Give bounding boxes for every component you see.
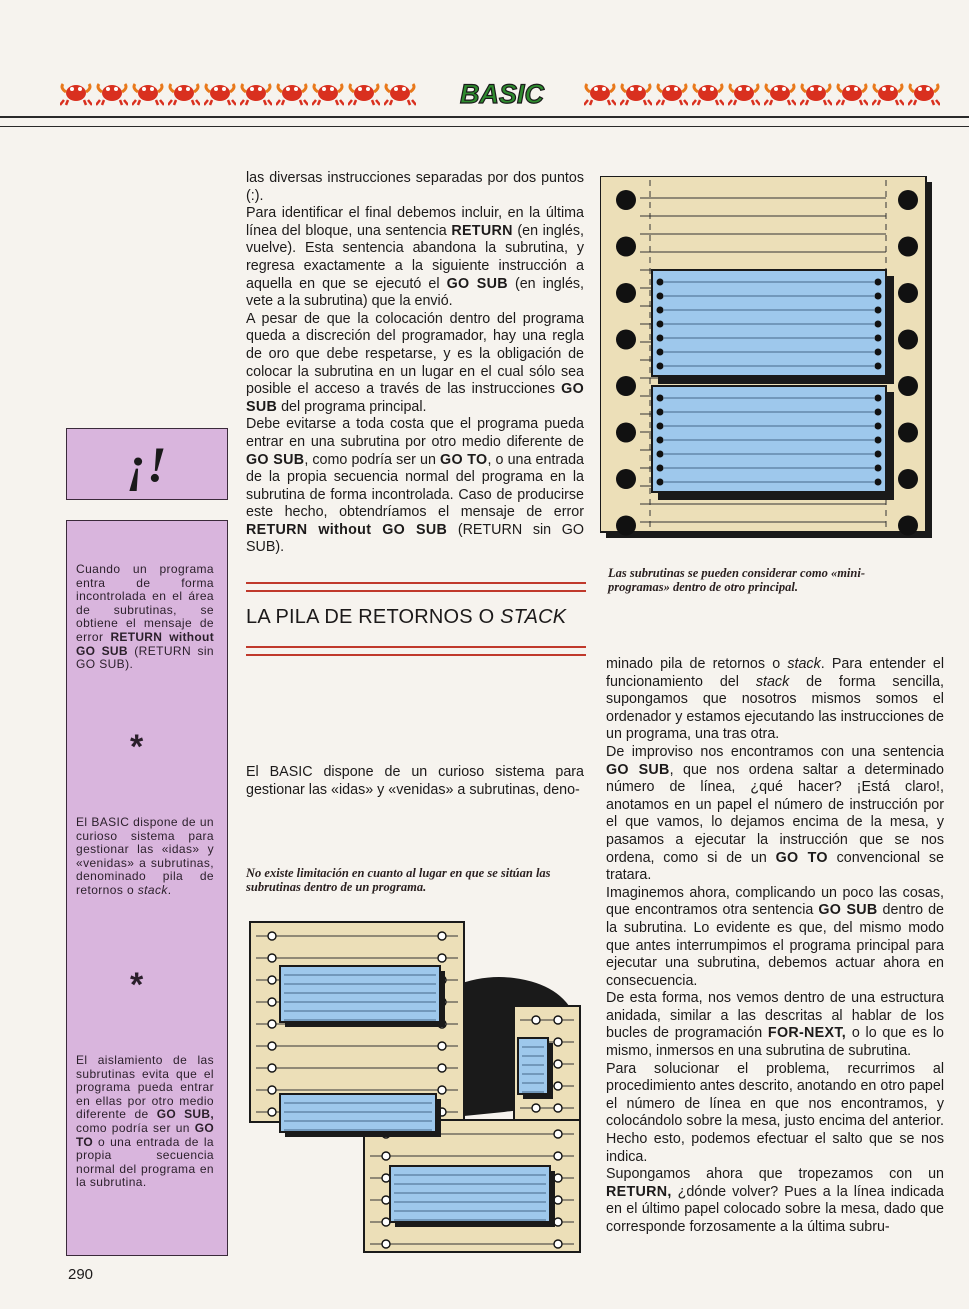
sprocket-hole <box>898 516 918 536</box>
crab-icon <box>692 78 724 106</box>
paragraph: Supongamos ahora que tropezamos con un RETURN, ¿dónde volver? Pues a la línea indicada en el último papel colocado sobre la mesa, dado que corresponde forzosamente a la última subru- <box>606 1166 944 1235</box>
sprocket-hole <box>616 423 636 443</box>
section-rule-bottom <box>246 646 586 656</box>
caption-right: Las subrutinas se pueden considerar como «mini-programas» dentro de otro principal. <box>608 566 865 594</box>
crab-icon <box>728 78 760 106</box>
crab-icon <box>204 78 236 106</box>
crab-icon <box>800 78 832 106</box>
paragraph: De esta forma, nos vemos dentro de una estructura anidada, similar a las descritas al hablar de los bucles de programación FOR-NEXT, o lo que es lo mismo, inmersos en una subrutina de subrutina. <box>606 990 944 1060</box>
sidebar-star-1: * <box>130 728 144 766</box>
header-rule-bottom <box>0 126 969 127</box>
crab-icon <box>312 78 344 106</box>
crab-icon <box>168 78 200 106</box>
sidebar-alert-box <box>66 428 228 500</box>
sprocket-hole <box>898 330 918 350</box>
paragraph: El BASIC dispone de un curioso sistema para gestionar las «idas» y «venidas» a subrutinas, deno- <box>246 764 584 798</box>
crab-icon <box>656 78 688 106</box>
sprocket-hole <box>898 376 918 396</box>
crab-icon <box>240 78 272 106</box>
crab-icon <box>348 78 380 106</box>
paragraph: A pesar de que la colocación dentro del programa queda a discreción del programador, hay una regla de oro que debe respetarse, y es la obligación de colocar la subrutina en un lugar en el cual sólo sea posible el acceso a través de las instrucciones GO SUB del programa principal. <box>246 310 584 415</box>
paragraph: las diversas instrucciones separadas por dos puntos (:). <box>246 170 584 204</box>
section-title: LA PILA DE RETORNOS O STACK <box>246 606 567 628</box>
subroutine-paper-illustration <box>600 176 934 540</box>
paragraph: minado pila de retornos o stack. Para entender el funcionamiento del stack de forma sencilla, supongamos que nosotros mismos somos el ordenador y estamos ejecutando las instrucciones de un programa, una tras otra. <box>606 656 944 743</box>
sprocket-hole <box>898 237 918 257</box>
left-column-lower <box>246 764 584 799</box>
sprocket-hole <box>898 423 918 443</box>
sidebar-note-1: Cuando un programa entra de forma incontrolada en el área de subrutinas, se obtiene el mensaje de error RETURN without GO SUB (RETURN sin GO SUB). <box>76 562 214 672</box>
sprocket-hole <box>616 330 636 350</box>
sprocket-hole <box>616 376 636 396</box>
sprocket-hole <box>616 469 636 489</box>
sidebar-exclaim: ¡! <box>127 436 167 492</box>
sprocket-hole <box>898 190 918 210</box>
sprocket-hole <box>898 283 918 303</box>
crab-icon <box>60 78 92 106</box>
sprocket-hole <box>616 190 636 210</box>
sprocket-hole <box>898 469 918 489</box>
crab-icon <box>132 78 164 106</box>
crab-icon <box>276 78 308 106</box>
sidebar-star-2: * <box>130 966 144 1004</box>
sidebar-note-2: El BASIC dispone de un curioso sistema para gestionar las «idas» y «venidas» a subrutinas, denominado pila de retornos o stack. <box>76 815 214 897</box>
paragraph: Imaginemos ahora, complicando un poco las cosas, que encontramos otra sentencia GO SUB dentro de la subrutina. Lo evidente es que, del mismo modo que antes interrumpimos el programa principal para ejecutar una subrutina, debemos actuar ahora en consecuencia. <box>606 884 944 989</box>
crab-decoration-left <box>60 78 416 110</box>
right-column-text <box>606 656 944 1237</box>
crab-icon <box>620 78 652 106</box>
crab-icon <box>764 78 796 106</box>
paragraph: Debe evitarse a toda costa que el programa pueda entrar en una subrutina por otro medio diferente de GO SUB, como podría ser un GO TO, o una entrada de la propia secuencia normal del programa en la subrutina de forma incontrolada. Caso de producirse este hecho, obtendríamos el mensaje de error RETURN without GO SUB (RETURN sin GO SUB). <box>246 416 585 556</box>
sprocket-hole <box>616 237 636 257</box>
header-rule-top <box>0 116 969 118</box>
crab-icon <box>384 78 416 106</box>
nested-subroutine-illustration <box>244 916 584 1256</box>
sidebar-note-3: El aislamiento de las subrutinas evita que el programa pueda entrar en ellas por otro medio diferente de GO SUB, como podría ser un GO TO o una entrada de la propia secuencia normal del programa en la subrutina. <box>76 1053 214 1190</box>
page-number: 290 <box>68 1266 94 1283</box>
section-rule-top <box>246 582 586 592</box>
sprocket-hole <box>616 283 636 303</box>
crab-icon <box>584 78 616 106</box>
left-column-text <box>246 170 584 557</box>
paragraph: De improviso nos encontramos con una sentencia GO SUB, que nos ordena saltar a determinado número de línea, ¿qué hacer? ¡Está claro!, anotamos en un papel el número de instrucción por el que vamos, lo dejamos encima de la mesa, y pasamos a ejecutar la instrucción que se nos ordena, como si de un GO TO convencional se tratara. <box>606 743 944 884</box>
crab-icon <box>908 78 940 106</box>
crab-icon <box>872 78 904 106</box>
crab-icon <box>836 78 868 106</box>
paragraph: Para solucionar el problema, recurrimos al procedimiento antes descrito, anotando en otro papel el número de línea en que nos encontramos, y colocándolo sobre la mesa, justo encima del anterior. Hecho esto, podemos efectuar el salto que se nos indica. <box>606 1060 944 1165</box>
sprocket-hole <box>616 516 636 536</box>
caption-left: No existe limitación en cuanto al lugar en que se sitúan las subrutinas dentro de un programa. <box>246 866 551 894</box>
paragraph: Para identificar el final debemos incluir, en la última línea del bloque, una sentencia RETURN (en inglés, vuelve). Esta sentencia abandona la subrutina, y regresa exactamente a la siguiente instrucción a aquella en que se ejecutó el GO SUB (en inglés, vete a la subrutina) que la envió. <box>246 205 585 310</box>
crab-decoration-right <box>584 78 940 110</box>
basic-logo <box>452 76 552 110</box>
crab-icon <box>96 78 128 106</box>
basic-logo-text: BASIC <box>459 79 545 109</box>
